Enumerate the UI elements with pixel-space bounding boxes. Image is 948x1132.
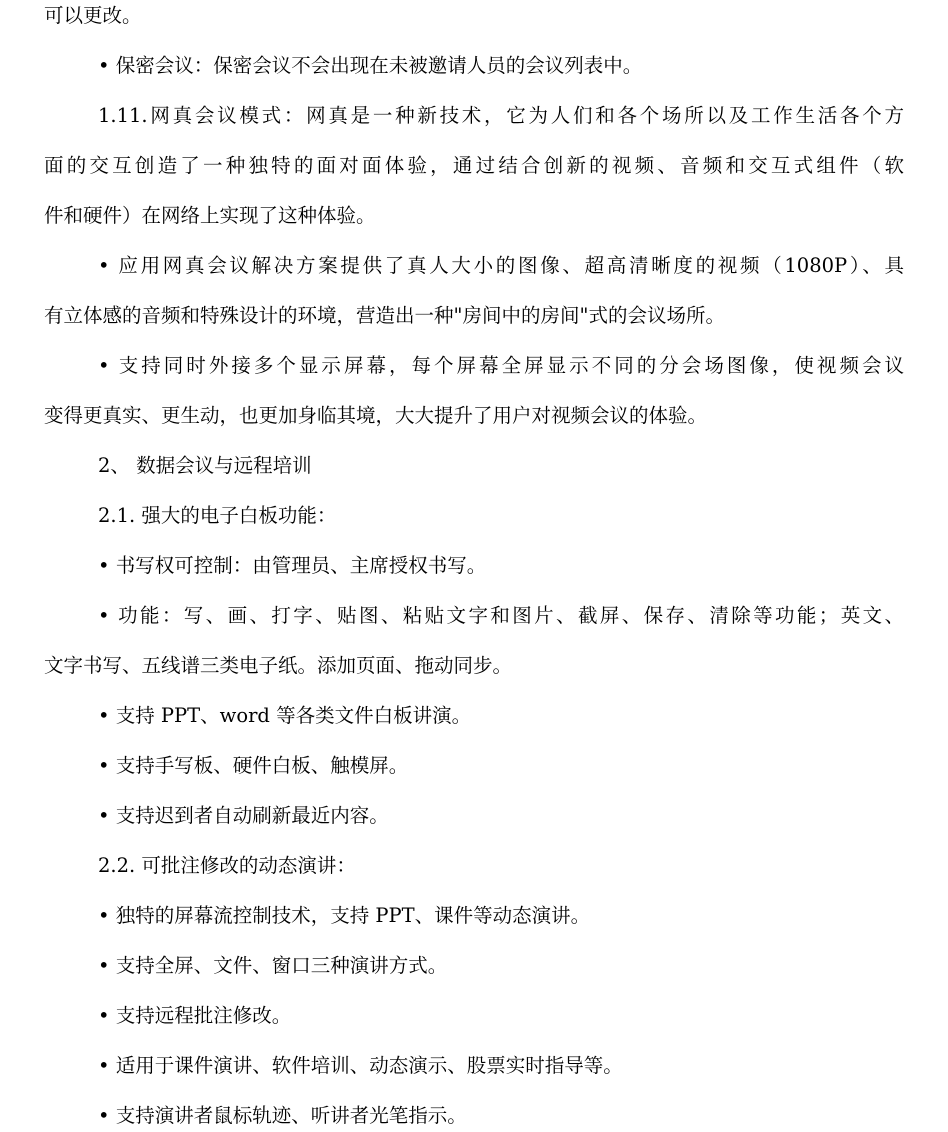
heading-section-2-2: 2.2. 可批注修改的动态演讲： — [98, 854, 356, 877]
bullet-write-permission: • 书写权可控制：由管理员、主席授权书写。 — [98, 554, 487, 577]
bullet-tablet-whiteboard: • 支持手写板、硬件白板、触模屏。 — [98, 754, 409, 777]
bullet-functions-line-1: • 功能：写、画、打字、贴图、粘贴文字和图片、截屏、保存、清除等功能；英文、 — [98, 604, 904, 627]
section-1-11-line-1: 1.11.网真会议模式：网真是一种新技术，它为人们和各个场所以及工作生活各个方 — [98, 104, 904, 127]
bullet-use-cases: • 适用于课件演讲、软件培训、动态演示、股票实时指导等。 — [98, 1054, 623, 1077]
bullet-multi-screen-line-1: • 支持同时外接多个显示屏幕，每个屏幕全屏显示不同的分会场图像，使视频会议 — [98, 354, 904, 377]
section-1-11-line-2: 面的交互创造了一种独特的面对面体验，通过结合创新的视频、音频和交互式组件（软 — [44, 154, 904, 177]
bullet-multi-screen-line-2: 变得更真实、更生动，也更加身临其境，大大提升了用户对视频会议的体验。 — [44, 404, 708, 427]
bullet-remote-annotation: • 支持远程批注修改。 — [98, 1004, 292, 1027]
bullet-functions-line-2: 文字书写、五线谱三类电子纸。添加页面、拖动同步。 — [44, 654, 513, 677]
heading-section-2: 2、 数据会议与远程培训 — [98, 454, 312, 477]
bullet-telepresence-line-1: • 应用网真会议解决方案提供了真人大小的图像、超高清晰度的视频（1080P）、具 — [98, 254, 904, 277]
bullet-late-refresh: • 支持迟到者自动刷新最近内容。 — [98, 804, 389, 827]
bullet-screen-stream: • 独特的屏幕流控制技术，支持 PPT、课件等动态演讲。 — [98, 904, 591, 927]
bullet-presentation-modes: • 支持全屏、文件、窗口三种演讲方式。 — [98, 954, 448, 977]
bullet-confidential-meeting: • 保密会议：保密会议不会出现在未被邀请人员的会议列表中。 — [98, 54, 643, 77]
bullet-telepresence-line-2: 有立体感的音频和特殊设计的环境，营造出一种"房间中的房间"式的会议场所。 — [44, 304, 725, 327]
text-line-continuation: 可以更改。 — [44, 4, 142, 27]
heading-section-2-1: 2.1. 强大的电子白板功能： — [98, 504, 337, 527]
bullet-ppt-word: • 支持 PPT、word 等各类文件白板讲演。 — [98, 704, 472, 727]
bullet-mouse-trail: • 支持演讲者鼠标轨迹、听讲者光笔指示。 — [98, 1104, 467, 1127]
section-1-11-line-3: 件和硬件）在网络上实现了这种体验。 — [44, 204, 376, 227]
